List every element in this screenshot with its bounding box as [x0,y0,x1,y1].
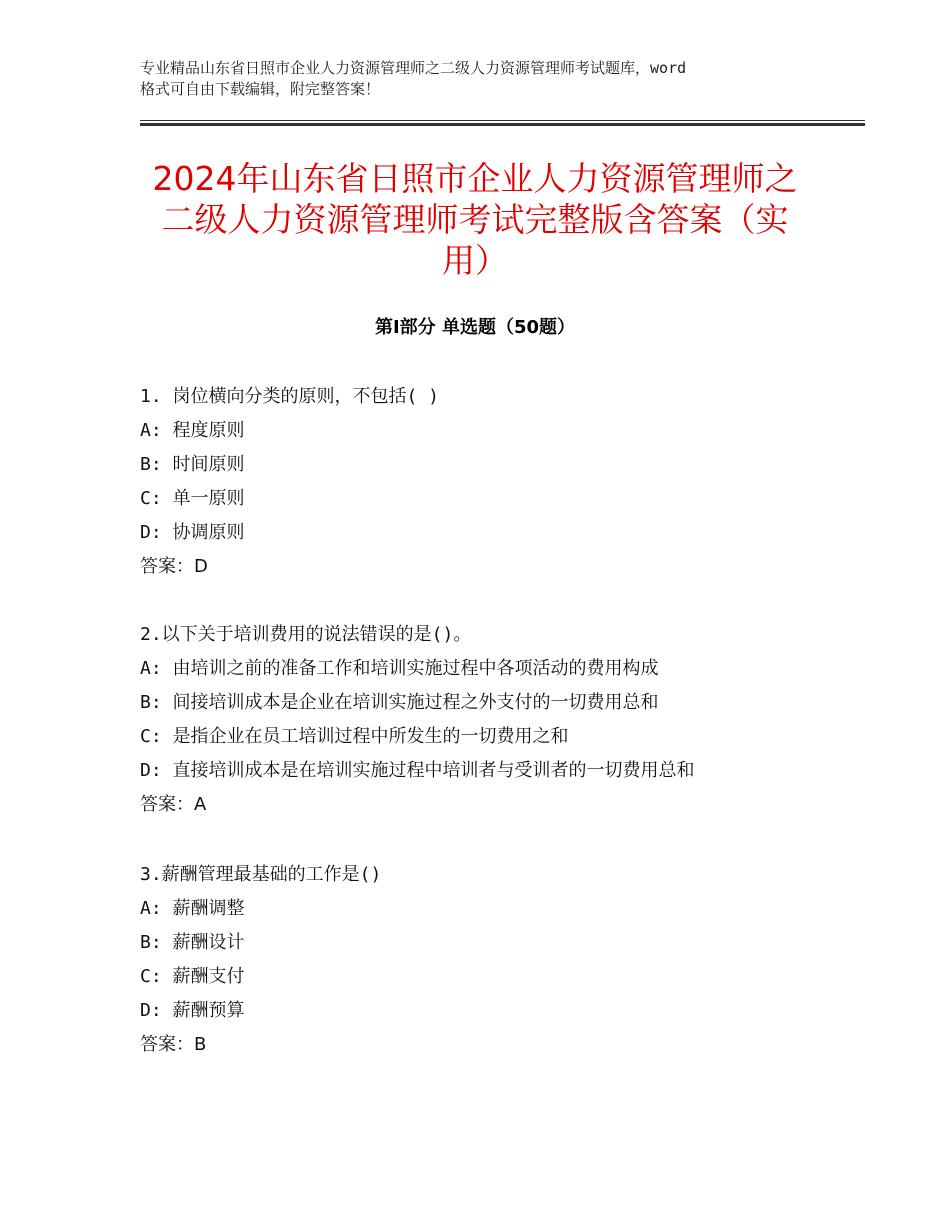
option-c: C: 薪酬支付 [140,966,245,987]
document-title [135,158,815,281]
section-heading: 第Ⅰ部分 单选题（50题） [374,317,575,338]
question-2 [140,618,860,822]
question-1 [140,380,860,584]
option-a: A: 由培训之前的准备工作和培训实施过程中各项活动的费用构成 [140,658,659,679]
header-note-line-2: 格式可自由下载编辑，附完整答案！ [140,80,381,98]
option-d: D: 协调原则 [140,522,245,543]
header-note [140,58,820,100]
header-divider-thick [140,123,865,126]
question-stem: 1. 岗位横向分类的原则，不包括( ) [140,386,440,407]
option-a: A: 程度原则 [140,420,245,441]
document-title-line-3: 用） [442,241,508,280]
header-divider-thin [140,120,865,121]
option-b: B: 薪酬设计 [140,932,245,953]
question-3 [140,858,860,1062]
option-d: D: 薪酬预算 [140,1000,245,1021]
answer-line: 答案：A [140,794,207,815]
document-title-line-2: 二级人力资源管理师考试完整版含答案（实 [161,200,789,239]
header-note-line-1: 专业精品山东省日照市企业人力资源管理师之二级人力资源管理师考试题库，word [140,59,687,77]
option-a: A: 薪酬调整 [140,898,245,919]
document-title-line-1: 2024年山东省日照市企业人力资源管理师之 [152,159,798,198]
answer-line: 答案：D [140,556,208,577]
option-c: C: 是指企业在员工培训过程中所发生的一切费用之和 [140,726,569,747]
answer-line: 答案：B [140,1034,207,1055]
option-b: B: 间接培训成本是企业在培训实施过程之外支付的一切费用总和 [140,692,659,713]
question-stem: 2.以下关于培训费用的说法错误的是()。 [140,624,472,645]
question-stem: 3.薪酬管理最基础的工作是() [140,864,382,885]
option-d: D: 直接培训成本是在培训实施过程中培训者与受训者的一切费用总和 [140,760,695,781]
option-b: B: 时间原则 [140,454,245,475]
option-c: C: 单一原则 [140,488,245,509]
